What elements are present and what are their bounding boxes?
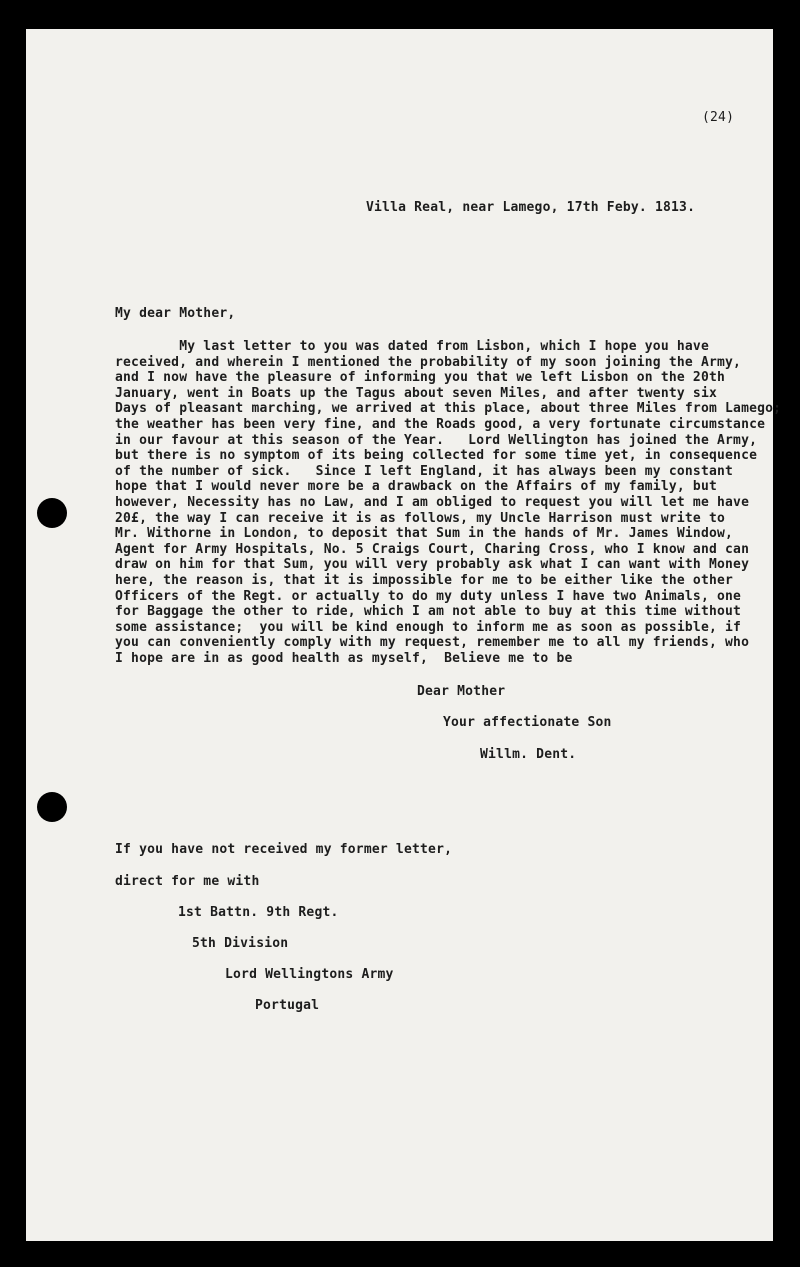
address-line: Lord Wellingtons Army <box>225 967 394 982</box>
address-line: 1st Battn. 9th Regt. <box>178 905 339 920</box>
page-number: (24) <box>702 110 735 125</box>
closing-line: Your affectionate Son <box>443 715 612 730</box>
address-line: 5th Division <box>192 936 289 951</box>
letter-page <box>26 29 782 1241</box>
letter-body: My last letter to you was dated from Lisbon, which I hope you have received, and wherein I mentioned the probability of my soon joining the Army, and I now have the pleasure of informing you that we left Lisbon on the 20th January, went in Boats up the Tagus about seven Miles, and after twenty six Days of pleasant marching, we arrived at this place, about three Miles from Lamego; the weather has been very fine, and the Roads good, a very fortunate circumstance in our favour at this season of the Year. Lord Wellington has joined the Army, but there is no symptom of its being collected for some time yet, in consequence of the number of sick. Since I left England, it has always been my constant hope that I would never more be a drawback on the Affairs of my family, but however, Necessity has no Law, and I am obliged to request you will let me have 20£, the way I can receive it is as follows, my Uncle Harrison must write to Mr. Withorne in London, to deposit that Sum in the hands of Mr. James Window, Agent for Army Hospitals, No. 5 Craigs Court, Charing Cross, who I know and can draw on him for that Sum, you will very probably ask what I can want with Money here, the reason is, that it is impossible for me to be either like the other Officers of the Regt. or actually to do my duty unless I have two Animals, one for Baggage the other to ride, which I am not able to buy at this time without some assistance; you will be kind enough to inform me as soon as possible, if you can conveniently comply with my request, remember me to all my friends, who I hope are in as good health as myself, Believe me to be <box>115 339 782 666</box>
signature: Willm. Dent. <box>480 747 577 762</box>
postscript-line: If you have not received my former letter, <box>115 842 453 857</box>
punch-hole <box>37 498 67 528</box>
salutation: My dear Mother, <box>115 306 236 321</box>
postscript-line: direct for me with <box>115 874 260 889</box>
punch-hole <box>37 792 67 822</box>
closing-line: Dear Mother <box>417 684 506 699</box>
dateline: Villa Real, near Lamego, 17th Feby. 1813. <box>366 200 696 215</box>
address-line: Portugal <box>255 998 320 1013</box>
